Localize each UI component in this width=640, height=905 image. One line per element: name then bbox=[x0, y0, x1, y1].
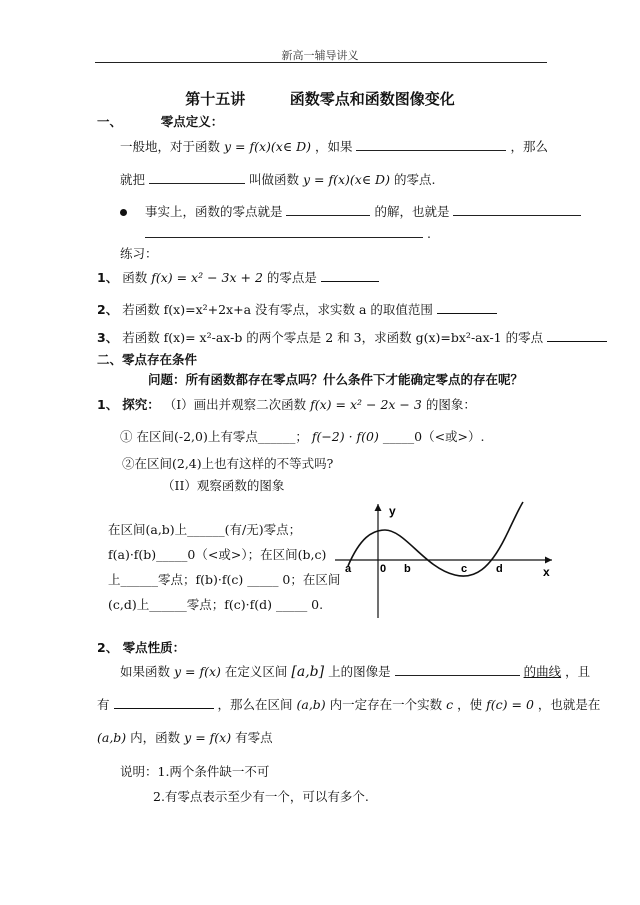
text: 事实上，函数的零点就是 bbox=[144, 204, 283, 219]
text: 叫做函数 bbox=[248, 172, 299, 187]
fill-blank[interactable] bbox=[453, 204, 581, 216]
math-expression: f(x) = x² − 2x − 3 bbox=[310, 397, 422, 412]
note-1: 说明：1.两个条件缺一不可 bbox=[120, 764, 270, 779]
lecture-number: 第十五讲 bbox=[185, 90, 246, 108]
text: 有零点 bbox=[235, 730, 273, 745]
text: 如果函数 bbox=[120, 664, 171, 679]
fill-blank[interactable] bbox=[547, 330, 607, 342]
fill-blank[interactable] bbox=[114, 697, 214, 709]
exercise-3 bbox=[97, 328, 607, 346]
math-expression: (a,b) bbox=[296, 697, 326, 712]
practice-label: 练习： bbox=[120, 246, 158, 261]
note-2: 2.有零点表示至少有一个，可以有多个. bbox=[153, 789, 369, 804]
section-2-question: 问题：所有函数都存在零点吗？什么条件下才能确定零点的存在呢？ bbox=[148, 372, 524, 387]
exercise-number: 2、 bbox=[97, 302, 119, 317]
function-graph bbox=[330, 498, 560, 623]
graph-question-3: 上______零点；f(b)·f(c) _____ 0；在区间 bbox=[108, 572, 341, 587]
graph-question-1: 在区间(a,b)上______(有/无)零点； bbox=[108, 522, 302, 537]
exercise-number: 1、 bbox=[97, 270, 119, 285]
text: ① 在区间(-2,0)上有零点______； bbox=[120, 429, 308, 444]
section-label: 零点性质： bbox=[122, 640, 186, 655]
fill-blank[interactable] bbox=[321, 270, 379, 282]
graph-question-2: f(a)·f(b)_____0（<或>）；在区间(b,c) bbox=[108, 547, 327, 562]
text: 若函数 f(x)=x²+2x+a 没有零点，求实数 a 的取值范围 bbox=[122, 302, 433, 317]
exercise-number: 3、 bbox=[97, 330, 119, 345]
fill-blank[interactable] bbox=[437, 302, 497, 314]
math-expression: (a,b) bbox=[97, 730, 127, 745]
text: ，如果 bbox=[314, 139, 353, 154]
tick-d: d bbox=[496, 563, 503, 575]
tick-0: 0 bbox=[380, 563, 387, 575]
text: 内一定存在一个实数 bbox=[329, 697, 443, 712]
text: ，使 bbox=[457, 697, 483, 712]
text: （I）画出并观察二次函数 bbox=[163, 397, 307, 412]
explore-item-3: （II）观察函数的图象 bbox=[162, 478, 285, 493]
fill-blank[interactable] bbox=[356, 139, 506, 151]
tick-a: a bbox=[345, 563, 352, 575]
property-line-2 bbox=[97, 695, 600, 713]
exercise-2 bbox=[97, 300, 497, 318]
text: _____0（<或>）. bbox=[382, 429, 485, 444]
math-expression: [a,b] bbox=[291, 664, 325, 680]
definition-line-2 bbox=[120, 170, 435, 188]
text: . bbox=[426, 226, 431, 241]
tick-c: c bbox=[461, 563, 468, 575]
graph-question-4: (c,d)上______零点；f(c)·f(d) _____ 0. bbox=[108, 597, 324, 612]
text: 函数 bbox=[122, 270, 148, 285]
explore-item-1 bbox=[120, 427, 485, 445]
lecture-topic: 函数零点和函数图像变化 bbox=[289, 90, 455, 108]
text: 一般地，对于函数 bbox=[120, 139, 221, 154]
property-line-1 bbox=[120, 662, 590, 680]
text: 若函数 f(x)= x²-ax-b 的两个零点是 2 和 3，求函数 g(x)=bx²-ax-1 的零点 bbox=[122, 330, 544, 345]
tick-b: b bbox=[404, 563, 411, 575]
text: ，那么 bbox=[510, 139, 548, 154]
text: 有 bbox=[97, 697, 110, 712]
definition-line-1 bbox=[120, 137, 548, 155]
text: 的零点. bbox=[393, 172, 436, 187]
y-axis-label: y bbox=[389, 504, 396, 518]
text: 的零点是 bbox=[266, 270, 317, 285]
section-3-heading bbox=[97, 638, 185, 656]
math-expression: y = f(x) bbox=[174, 664, 221, 679]
text: ，也就是在 bbox=[537, 697, 601, 712]
section-1-number: 一、 bbox=[97, 114, 123, 129]
bullet-line bbox=[120, 202, 581, 220]
exercise-number: 1、 bbox=[97, 397, 119, 412]
math-expression: f(−2) · f(0) bbox=[311, 429, 379, 444]
x-axis-label: x bbox=[543, 565, 550, 579]
bullet-icon bbox=[120, 209, 127, 216]
text: 内，函数 bbox=[130, 730, 181, 745]
math-expression: f(x) = x² − 3x + 2 bbox=[151, 270, 263, 285]
fill-blank[interactable] bbox=[149, 172, 245, 184]
page-header: 新高一辅导讲义 bbox=[281, 49, 359, 62]
exercise-1 bbox=[97, 268, 379, 286]
text: 在定义区间 bbox=[224, 664, 288, 679]
explore-label: 探究： bbox=[122, 397, 160, 412]
text: 的图象： bbox=[425, 397, 476, 412]
section-number: 2、 bbox=[97, 640, 119, 655]
text: ，那么在区间 bbox=[217, 697, 293, 712]
text: ，且 bbox=[565, 664, 591, 679]
explore-item-2: ②在区间(2,4)上也有这样的不等式吗? bbox=[122, 456, 334, 471]
fill-blank[interactable] bbox=[286, 204, 370, 216]
math-expression: c bbox=[446, 697, 454, 712]
math-expression: y = f(x)(x∈ D) bbox=[224, 139, 311, 154]
bullet-line-2 bbox=[145, 226, 431, 241]
math-expression: y = f(x) bbox=[184, 730, 232, 745]
section-1-label: 零点定义： bbox=[160, 114, 224, 129]
header-rule bbox=[95, 62, 547, 63]
page-title bbox=[0, 88, 640, 109]
text: 的解，也就是 bbox=[374, 204, 450, 219]
text: 就把 bbox=[120, 172, 146, 187]
section-2-heading: 二、零点存在条件 bbox=[97, 352, 198, 367]
text: 上的图像是 bbox=[328, 664, 391, 679]
explore-line bbox=[97, 395, 476, 413]
property-line-3 bbox=[97, 728, 273, 746]
fill-blank[interactable] bbox=[145, 226, 423, 238]
fill-blank[interactable] bbox=[395, 664, 520, 676]
math-expression: y = f(x)(x∈ D) bbox=[302, 172, 390, 187]
text: 的曲线 bbox=[523, 664, 562, 679]
section-1-heading bbox=[97, 112, 223, 130]
math-expression: f(c) = 0 bbox=[486, 697, 534, 712]
